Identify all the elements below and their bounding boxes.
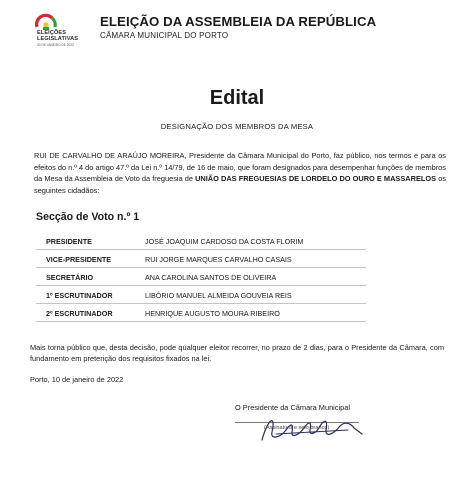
member-role: 2º ESCRUTINADOR: [46, 309, 113, 318]
intro-paragraph: [34, 150, 446, 196]
member-role: PRESIDENTE: [46, 237, 92, 246]
signature-caption: (Assinatura e selo branco): [264, 425, 330, 431]
members-table: [36, 236, 366, 326]
member-row: [36, 290, 366, 304]
polling-section-title: Secção de Voto n.º 1: [36, 211, 140, 223]
municipality-name: CÂMARA MUNICIPAL DO PORTO: [100, 31, 229, 40]
logo-wordmark: ELEIÇÕES LEGISLATIVAS: [37, 30, 79, 42]
document-subtitle: DESIGNAÇÃO DOS MEMBROS DA MESA: [160, 122, 314, 131]
member-name: LIBÓRIO MANUEL ALMEIDA GOUVEIA REIS: [145, 291, 292, 300]
member-name: RUI JORGE MARQUES CARVALHO CASAIS: [145, 255, 292, 264]
closing-paragraph: Mais torna público que, desta decisão, pode qualquer eleitor recorrer, no prazo de 2 dias, para o Presidente da Câmara, com fundamento em preterição dos requisitos fixados na lei.: [30, 343, 444, 364]
member-name: JOSÉ JOAQUIM CARDOSO DA COSTA FLORIM: [145, 237, 304, 246]
elections-logo-mark: [34, 12, 86, 32]
handwritten-signature: [258, 410, 368, 446]
election-title: ELEIÇÃO DA ASSEMBLEIA DA REPÚBLICA: [100, 14, 377, 29]
member-name: ANA CAROLINA SANTOS DE OLIVEIRA: [145, 273, 277, 282]
member-row: [36, 308, 366, 322]
place-and-date: Porto, 10 de janeiro de 2022: [30, 375, 124, 384]
member-row: [36, 254, 366, 268]
member-row: [36, 236, 366, 250]
logo-date: 30 DE JANEIRO DE 2022: [37, 43, 74, 47]
document-title: Edital: [209, 87, 265, 109]
member-role: VICE-PRESIDENTE: [46, 255, 112, 264]
member-name: HENRIQUE AUGUSTO MOURA RIBEIRO: [145, 309, 280, 318]
elections-logo: [34, 12, 86, 48]
intro-text-start: RUI DE CARVALHO DE ARAÚJO MOREIRA, Presidente da Câmara Municipal do Porto, faz público, nos termos e para os efeitos do n.º 4 do artigo 47.º da Lei n.º 14/79, de 16 de maio, que foram designados para desempenhar funções de membros da Mesa da Assembleia de Voto da freguesia de: [34, 151, 446, 184]
signature-title: O Presidente da Câmara Municipal: [235, 403, 351, 412]
member-row: [36, 272, 366, 286]
intro-text-end: os seguintes cidadãos:: [34, 174, 446, 195]
document-header: [34, 12, 454, 48]
member-role: 1º ESCRUTINADOR: [46, 291, 113, 300]
parish-name: UNIÃO DAS FREGUESIAS DE LORDELO DO OURO E MASSARELOS: [195, 174, 437, 184]
member-role: SECRETÁRIO: [46, 273, 94, 282]
